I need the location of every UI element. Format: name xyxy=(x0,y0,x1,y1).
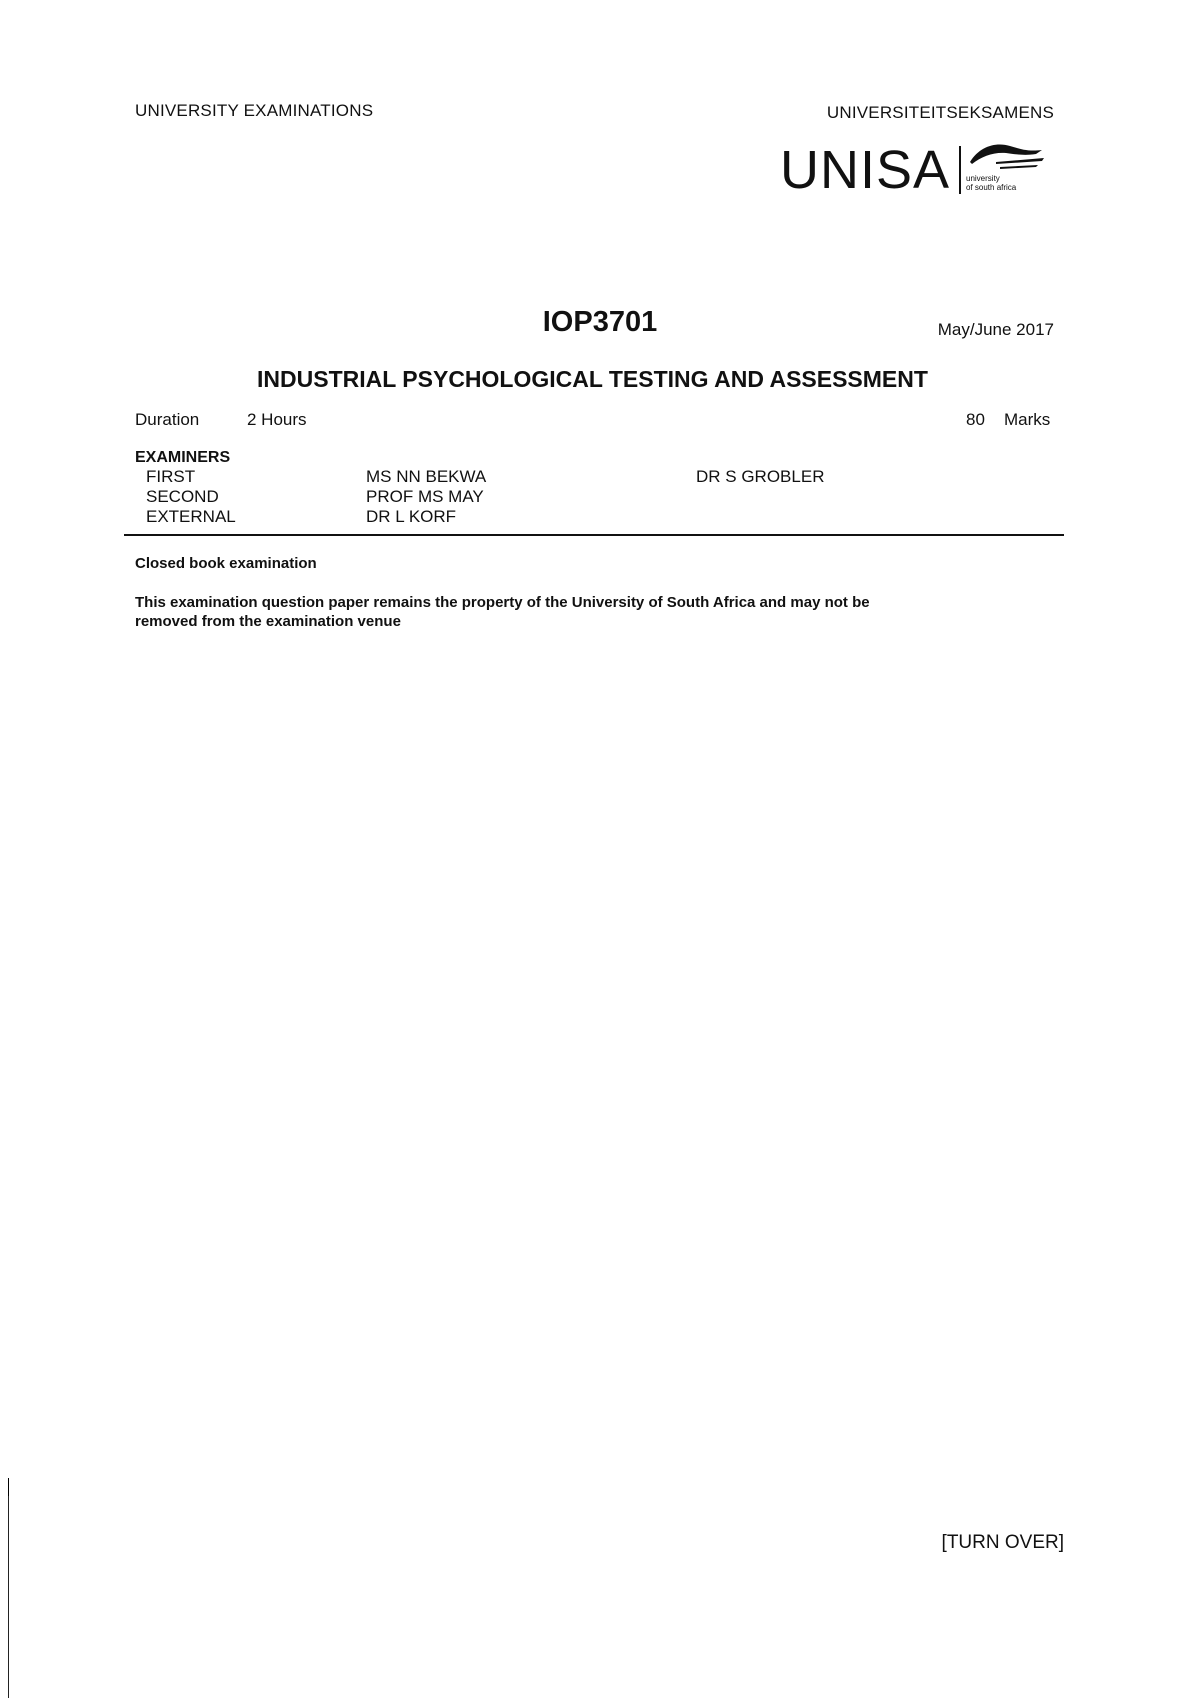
turn-over-label: [TURN OVER] xyxy=(941,1532,1064,1553)
examiner-role-external: EXTERNAL xyxy=(146,507,236,526)
course-title: INDUSTRIAL PSYCHOLOGICAL TESTING AND ASSESSMENT xyxy=(257,366,928,392)
examiner-external-name: DR L KORF xyxy=(366,507,457,526)
course-code: IOP3701 xyxy=(542,306,658,338)
header-divider xyxy=(124,534,1064,536)
property-note-line2: removed from the examination venue xyxy=(135,613,401,630)
examiner-second-name: PROF MS MAY xyxy=(366,487,484,506)
examiner-first-name-2: DR S GROBLER xyxy=(696,467,825,486)
unisa-bird-icon xyxy=(966,140,1046,174)
duration-label: Duration xyxy=(135,410,200,429)
property-note-line1: This examination question paper remains the property of the University of South Africa and may not be xyxy=(135,594,870,611)
marks-label: Marks xyxy=(1004,410,1051,429)
closed-book-note: Closed book examination xyxy=(135,555,317,572)
logo-subtitle-line1: university xyxy=(966,174,1000,183)
duration-value: 2 Hours xyxy=(247,410,307,429)
logo-subtitle-line2: of south africa xyxy=(966,183,1017,192)
examiner-role-first: FIRST xyxy=(146,467,196,486)
examiners-heading: EXAMINERS xyxy=(135,449,231,466)
exam-session: May/June 2017 xyxy=(937,320,1054,339)
header-left: UNIVERSITY EXAMINATIONS xyxy=(135,101,374,120)
unisa-logo xyxy=(780,140,1040,200)
scan-edge-line xyxy=(8,1478,9,1698)
logo-wordmark: UNISA xyxy=(780,140,951,200)
scan-edge-tick xyxy=(8,1478,9,1496)
logo-divider xyxy=(959,146,961,194)
examiner-first-name-1: MS NN BEKWA xyxy=(366,467,487,486)
examiner-role-second: SECOND xyxy=(146,487,219,506)
header-right: UNIVERSITEITSEKSAMENS xyxy=(826,103,1054,122)
marks-value: 80 xyxy=(966,410,985,429)
